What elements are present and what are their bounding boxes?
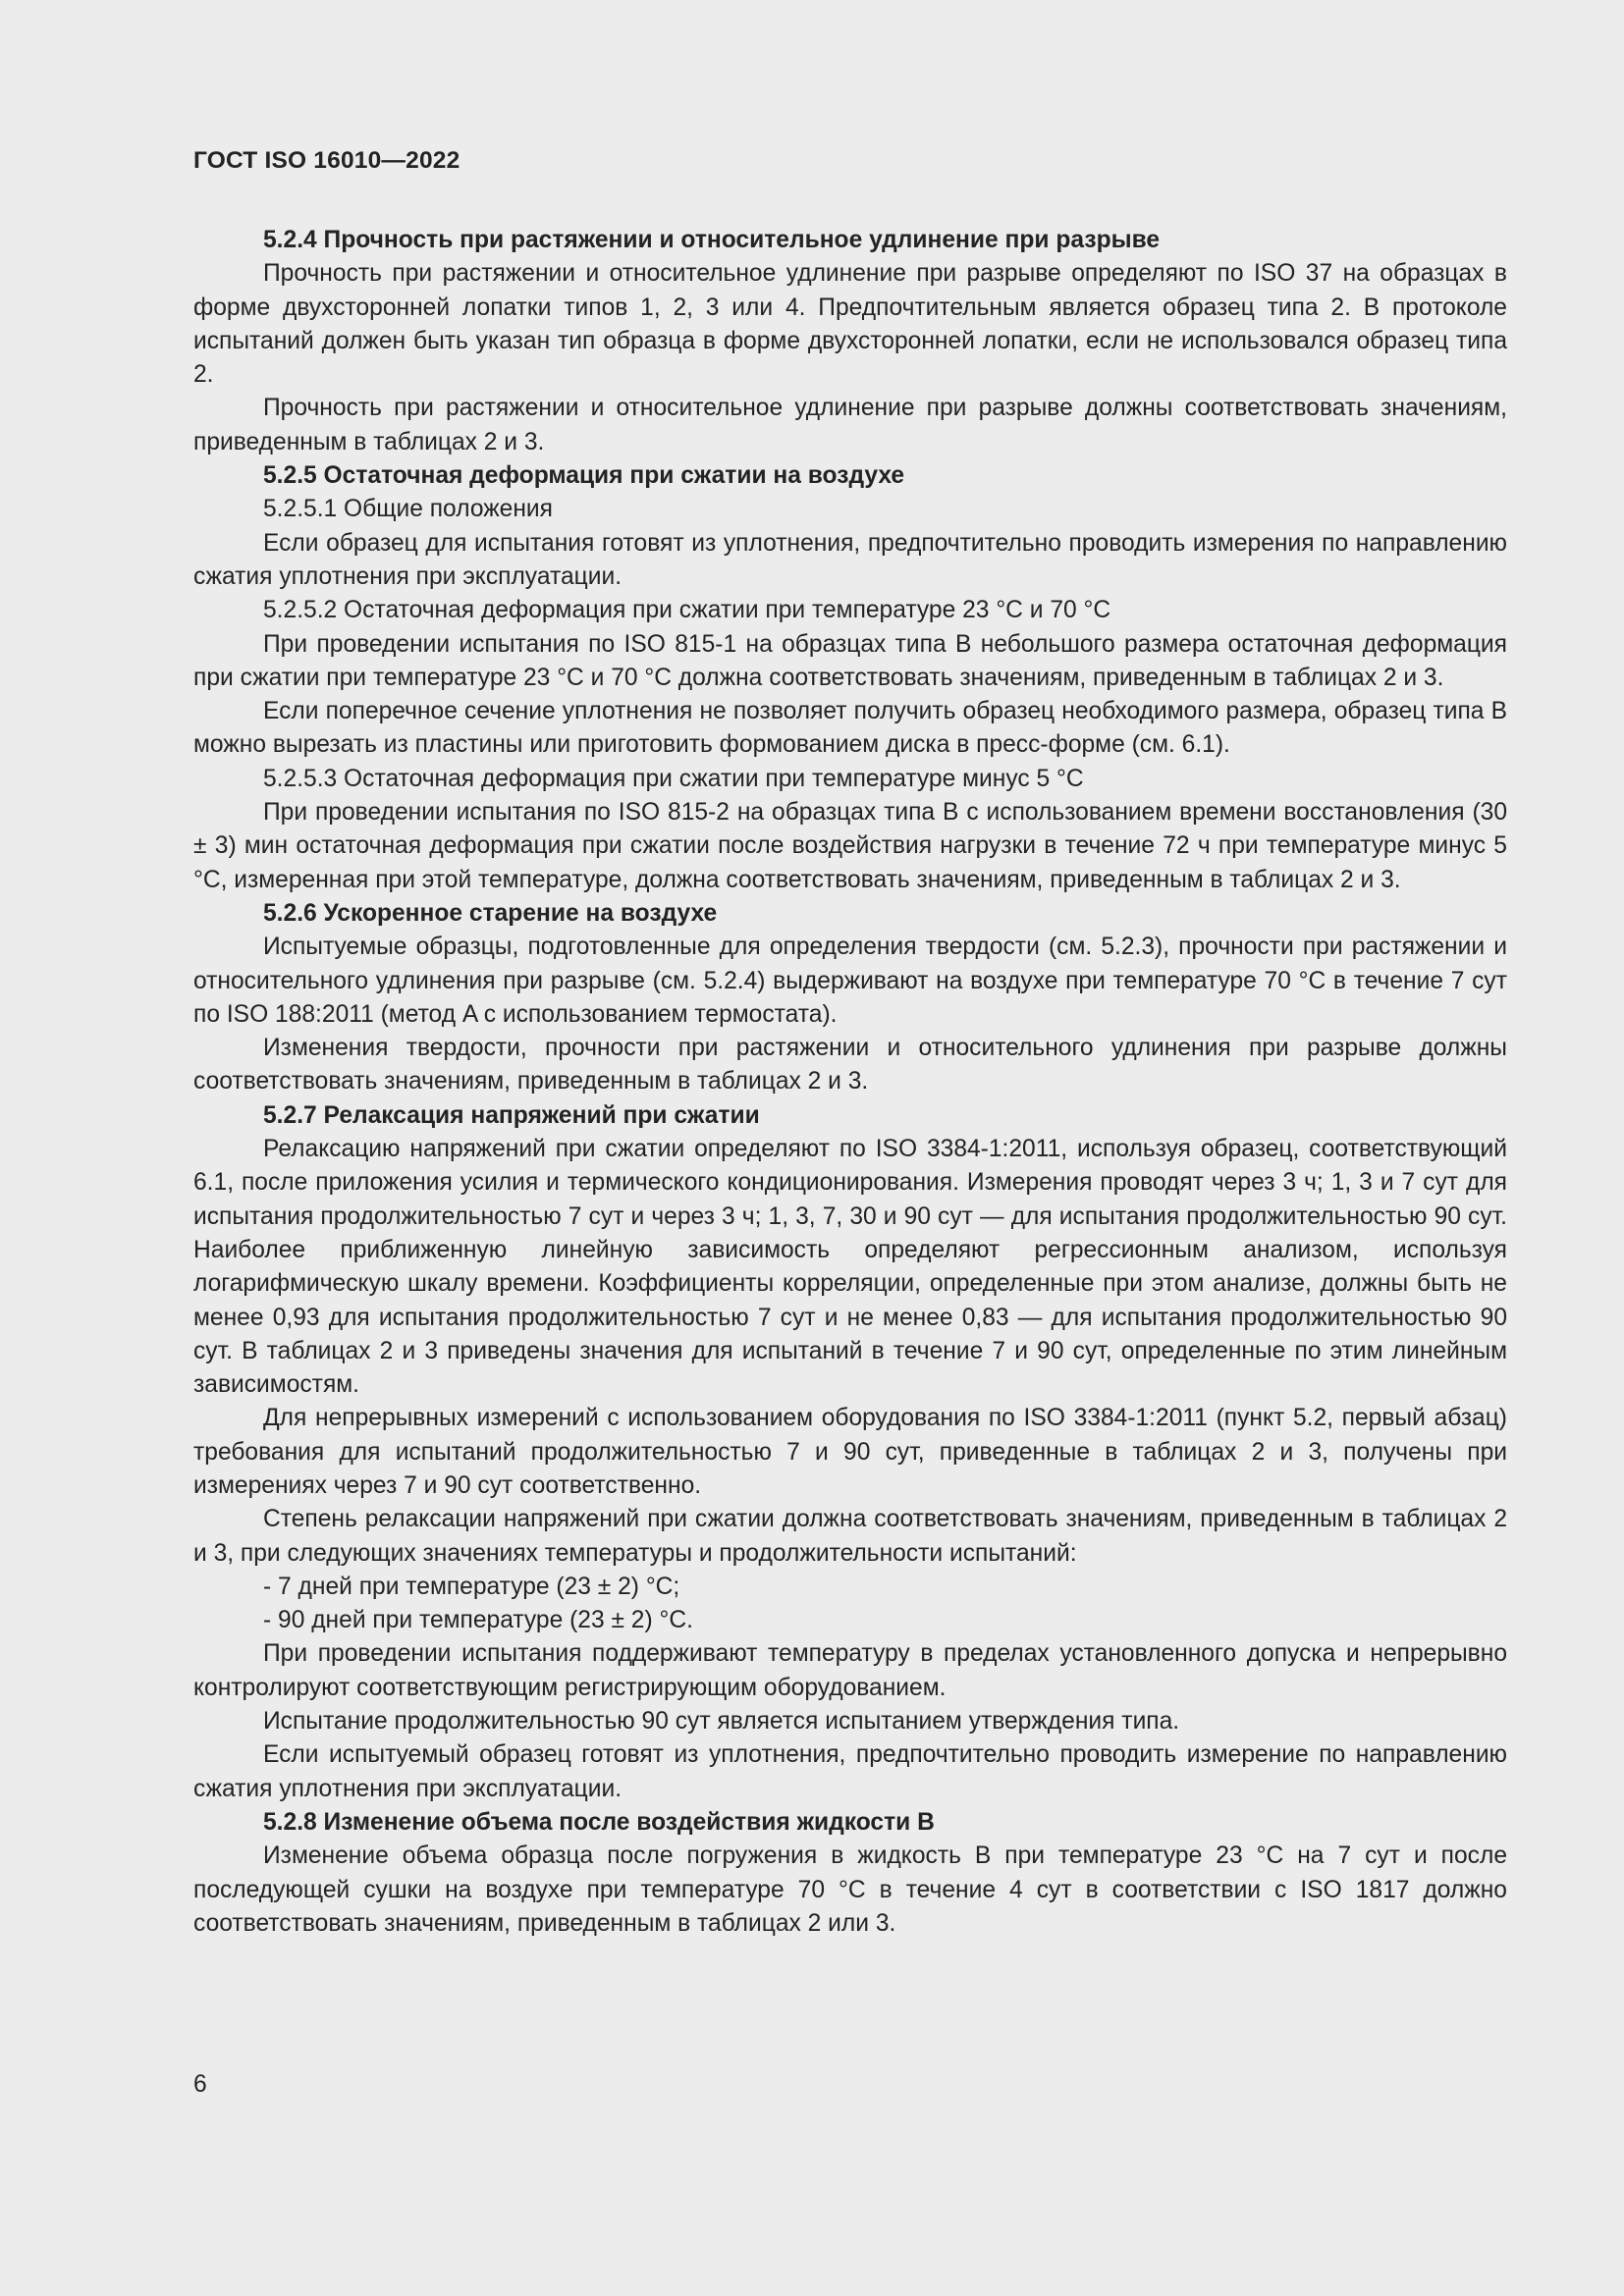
section-heading-5-2-4: 5.2.4 Прочность при растяжении и относительное удлинение при разрыве (263, 227, 1161, 253)
paragraph: Прочность при растяжении и относительное удлинение при разрыве должны соответствовать значениям, приведенным в таблицах 2 и 3. (193, 395, 1507, 455)
list-item: - 90 дней при температуре (23 ± 2) °C. (263, 1607, 693, 1634)
section-heading-5-2-6: 5.2.6 Ускоренное старение на воздухе (263, 899, 718, 927)
paragraph: Испытуемые образцы, подготовленные для определения твердости (см. 5.2.3), прочности при растяжении и относительного удлинения при разрыве (см. 5.2.4) выдерживают на воздухе при температуре 70 °C в течение 7 сут по ISO 188:2011 (метод A с использованием термостата). (193, 934, 1507, 1028)
paragraph: Изменения твердости, прочности при растяжении и относительного удлинения при разрыве должны соответствовать значениям, приведенным в таблицах 2 и 3. (193, 1035, 1507, 1095)
standard-designation: ГОСТ ISO 16010—2022 (193, 147, 460, 174)
paragraph: При проведении испытания по ISO 815-2 на образцах типа В с использованием времени восстановления (30 ± 3) мин остаточная деформация при сжатии после воздействия нагрузки в течение 72 ч при температуре минус 5 °C, измеренная при этой температуре, должна соответствовать значениям, приведенным в таблицах 2 и 3. (193, 799, 1507, 893)
paragraph: Если образец для испытания готовят из уплотнения, предпочтительно проводить измерения по направлению сжатия уплотнения при эксплуатации. (193, 529, 1507, 590)
paragraph: При проведении испытания по ISO 815-1 на образцах типа В небольшого размера остаточная деформация при сжатии при температуре 23 °C и 70 °C должна соответствовать значениям, приведенным в таблицах 2 и 3. (193, 630, 1507, 691)
paragraph: Испытание продолжительностью 90 сут является испытанием утверждения типа. (263, 1708, 1180, 1735)
paragraph: Для непрерывных измерений с использованием оборудования по ISO 3384-1:2011 (пункт 5.2, первый абзац) требования для испытаний продолжительностью 7 и 90 сут, приведенные в таблицах 2 и 3, получены при измерениях через 7 и 90 сут соответственно. (193, 1405, 1507, 1499)
subsection-heading-5-2-5-3: 5.2.5.3 Остаточная деформация при сжатии при температуре минус 5 °C (263, 765, 1084, 792)
paragraph: Степень релаксации напряжений при сжатии должна соответствовать значениям, приведенным в таблицах 2 и 3, при следующих значениях температуры и продолжительности испытаний: (193, 1506, 1507, 1567)
paragraph: Если испытуемый образец готовят из уплотнения, предпочтительно проводить измерение по направлению сжатия уплотнения при эксплуатации. (193, 1741, 1507, 1802)
page-number: 6 (193, 2071, 207, 2098)
paragraph: Изменение объема образца после погружения в жидкость В при температуре 23 °C на 7 сут и после последующей сушки на воздухе при температуре 70 °C в течение 4 сут в соответствии с ISO 1817 должно соответствовать значениям, приведенным в таблицах 2 или 3. (193, 1842, 1507, 1937)
subsection-heading-5-2-5-2: 5.2.5.2 Остаточная деформация при сжатии при температуре 23 °C и 70 °C (263, 597, 1111, 624)
section-heading-5-2-7: 5.2.7 Релаксация напряжений при сжатии (263, 1101, 760, 1129)
paragraph: При проведении испытания поддерживают температуру в пределах установленного допуска и непрерывно контролируют соответствующим регистрирующим оборудованием. (193, 1640, 1507, 1701)
paragraph: Релаксацию напряжений при сжатии определяют по ISO 3384-1:2011, используя образец, соответствующий 6.1, после приложения усилия и термического кондиционирования. Измерения проводят через 3 ч; 1, 3 и 7 сут для испытания продолжительностью 7 сут и через 3 ч; 1, 3, 7, 30 и 90 сут — для испытания продолжительностью 90 сут. Наиболее приближенную линейную зависимость определяют регрессионным анализом, используя логарифмическую шкалу времени. Коэффициенты корреляции, определенные при этом анализе, должны быть не менее 0,93 для испытания продолжительностью 7 сут и не менее 0,83 — для испытания продолжительностью 90 сут. В таблицах 2 и 3 приведены значения для испытаний в течение 7 и 90 сут, определенные по этим линейным зависимостям. (193, 1136, 1507, 1399)
subsection-heading-5-2-5-1: 5.2.5.1 Общие положения (263, 496, 553, 523)
section-heading-5-2-5: 5.2.5 Остаточная деформация при сжатии на воздухе (263, 462, 905, 490)
document-body (193, 224, 1507, 1941)
section-heading-5-2-8: 5.2.8 Изменение объема после воздействия жидкости В (263, 1808, 935, 1836)
list-item: - 7 дней при температуре (23 ± 2) °C; (263, 1573, 680, 1600)
paragraph: Прочность при растяжении и относительное удлинение при разрыве определяют по ISO 37 на образцах в форме двухсторонней лопатки типов 1, 2, 3 или 4. Предпочтительным является образец типа 2. В протоколе испытаний должен быть указан тип образца в форме двухсторонней лопатки, если не использовался образец типа 2. (193, 260, 1507, 389)
paragraph: Если поперечное сечение уплотнения не позволяет получить образец необходимого размера, образец типа В можно вырезать из пластины или приготовить формованием диска в пресс-форме (см. 6.1). (193, 698, 1507, 759)
